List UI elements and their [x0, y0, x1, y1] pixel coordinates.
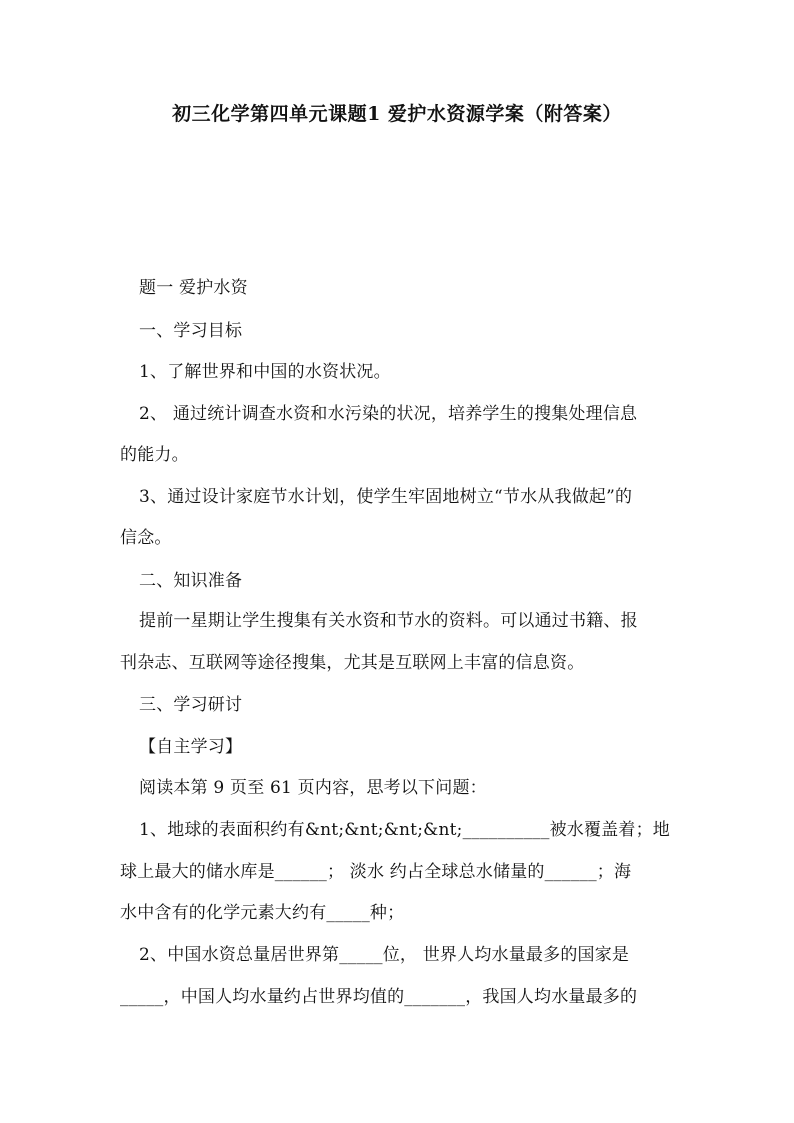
section-heading: 题一 爱护水资 [139, 278, 248, 298]
paragraph-line: 3、通过设计家庭节水计划，使学生牢固地树立“节水从我做起”的 [139, 487, 633, 507]
section-heading: 三、学习研讨 [139, 695, 243, 715]
paragraph-line: 刊杂志、互联网等途径搜集，尤其是互联网上丰富的信息资。 [120, 653, 585, 673]
question-line: 球上最大的储水库是______； 淡水 约占全球总水储量的______；海 [120, 862, 632, 882]
section-heading: 二、知识准备 [139, 571, 243, 591]
question-line: 水中含有的化学元素大约有_____种； [120, 903, 405, 923]
section-heading: 一、学习目标 [139, 321, 243, 341]
paragraph-line: 提前一星期让学生搜集有关水资和节水的资料。可以通过书籍、报 [139, 611, 638, 631]
paragraph-line: 阅读本第 9 页至 61 页内容，思考以下问题： [139, 778, 487, 798]
paragraph-line: 2、 通过统计调查水资和水污染的状况，培养学生的搜集处理信息 [139, 404, 638, 424]
paragraph-line: 信念。 [120, 528, 172, 548]
question-line: _____，中国人均水量约占世界均值的_______，我国人均水量最多的 [120, 987, 638, 1007]
paragraph-line: 的能力。 [120, 445, 189, 465]
subsection-heading: 【自主学习】 [139, 737, 243, 757]
question-line: 2、中国水资总量居世界第_____位， 世界人均水量最多的国家是 [139, 945, 630, 965]
question-line: 1、地球的表面积约有&nt;&nt;&nt;&nt;__________被水覆盖着；地 [139, 820, 670, 840]
paragraph-line: 1、了解世界和中国的水资状况。 [139, 362, 391, 382]
document-title: 初三化学第四单元课题1 爱护水资源学案（附答案） [172, 103, 622, 125]
